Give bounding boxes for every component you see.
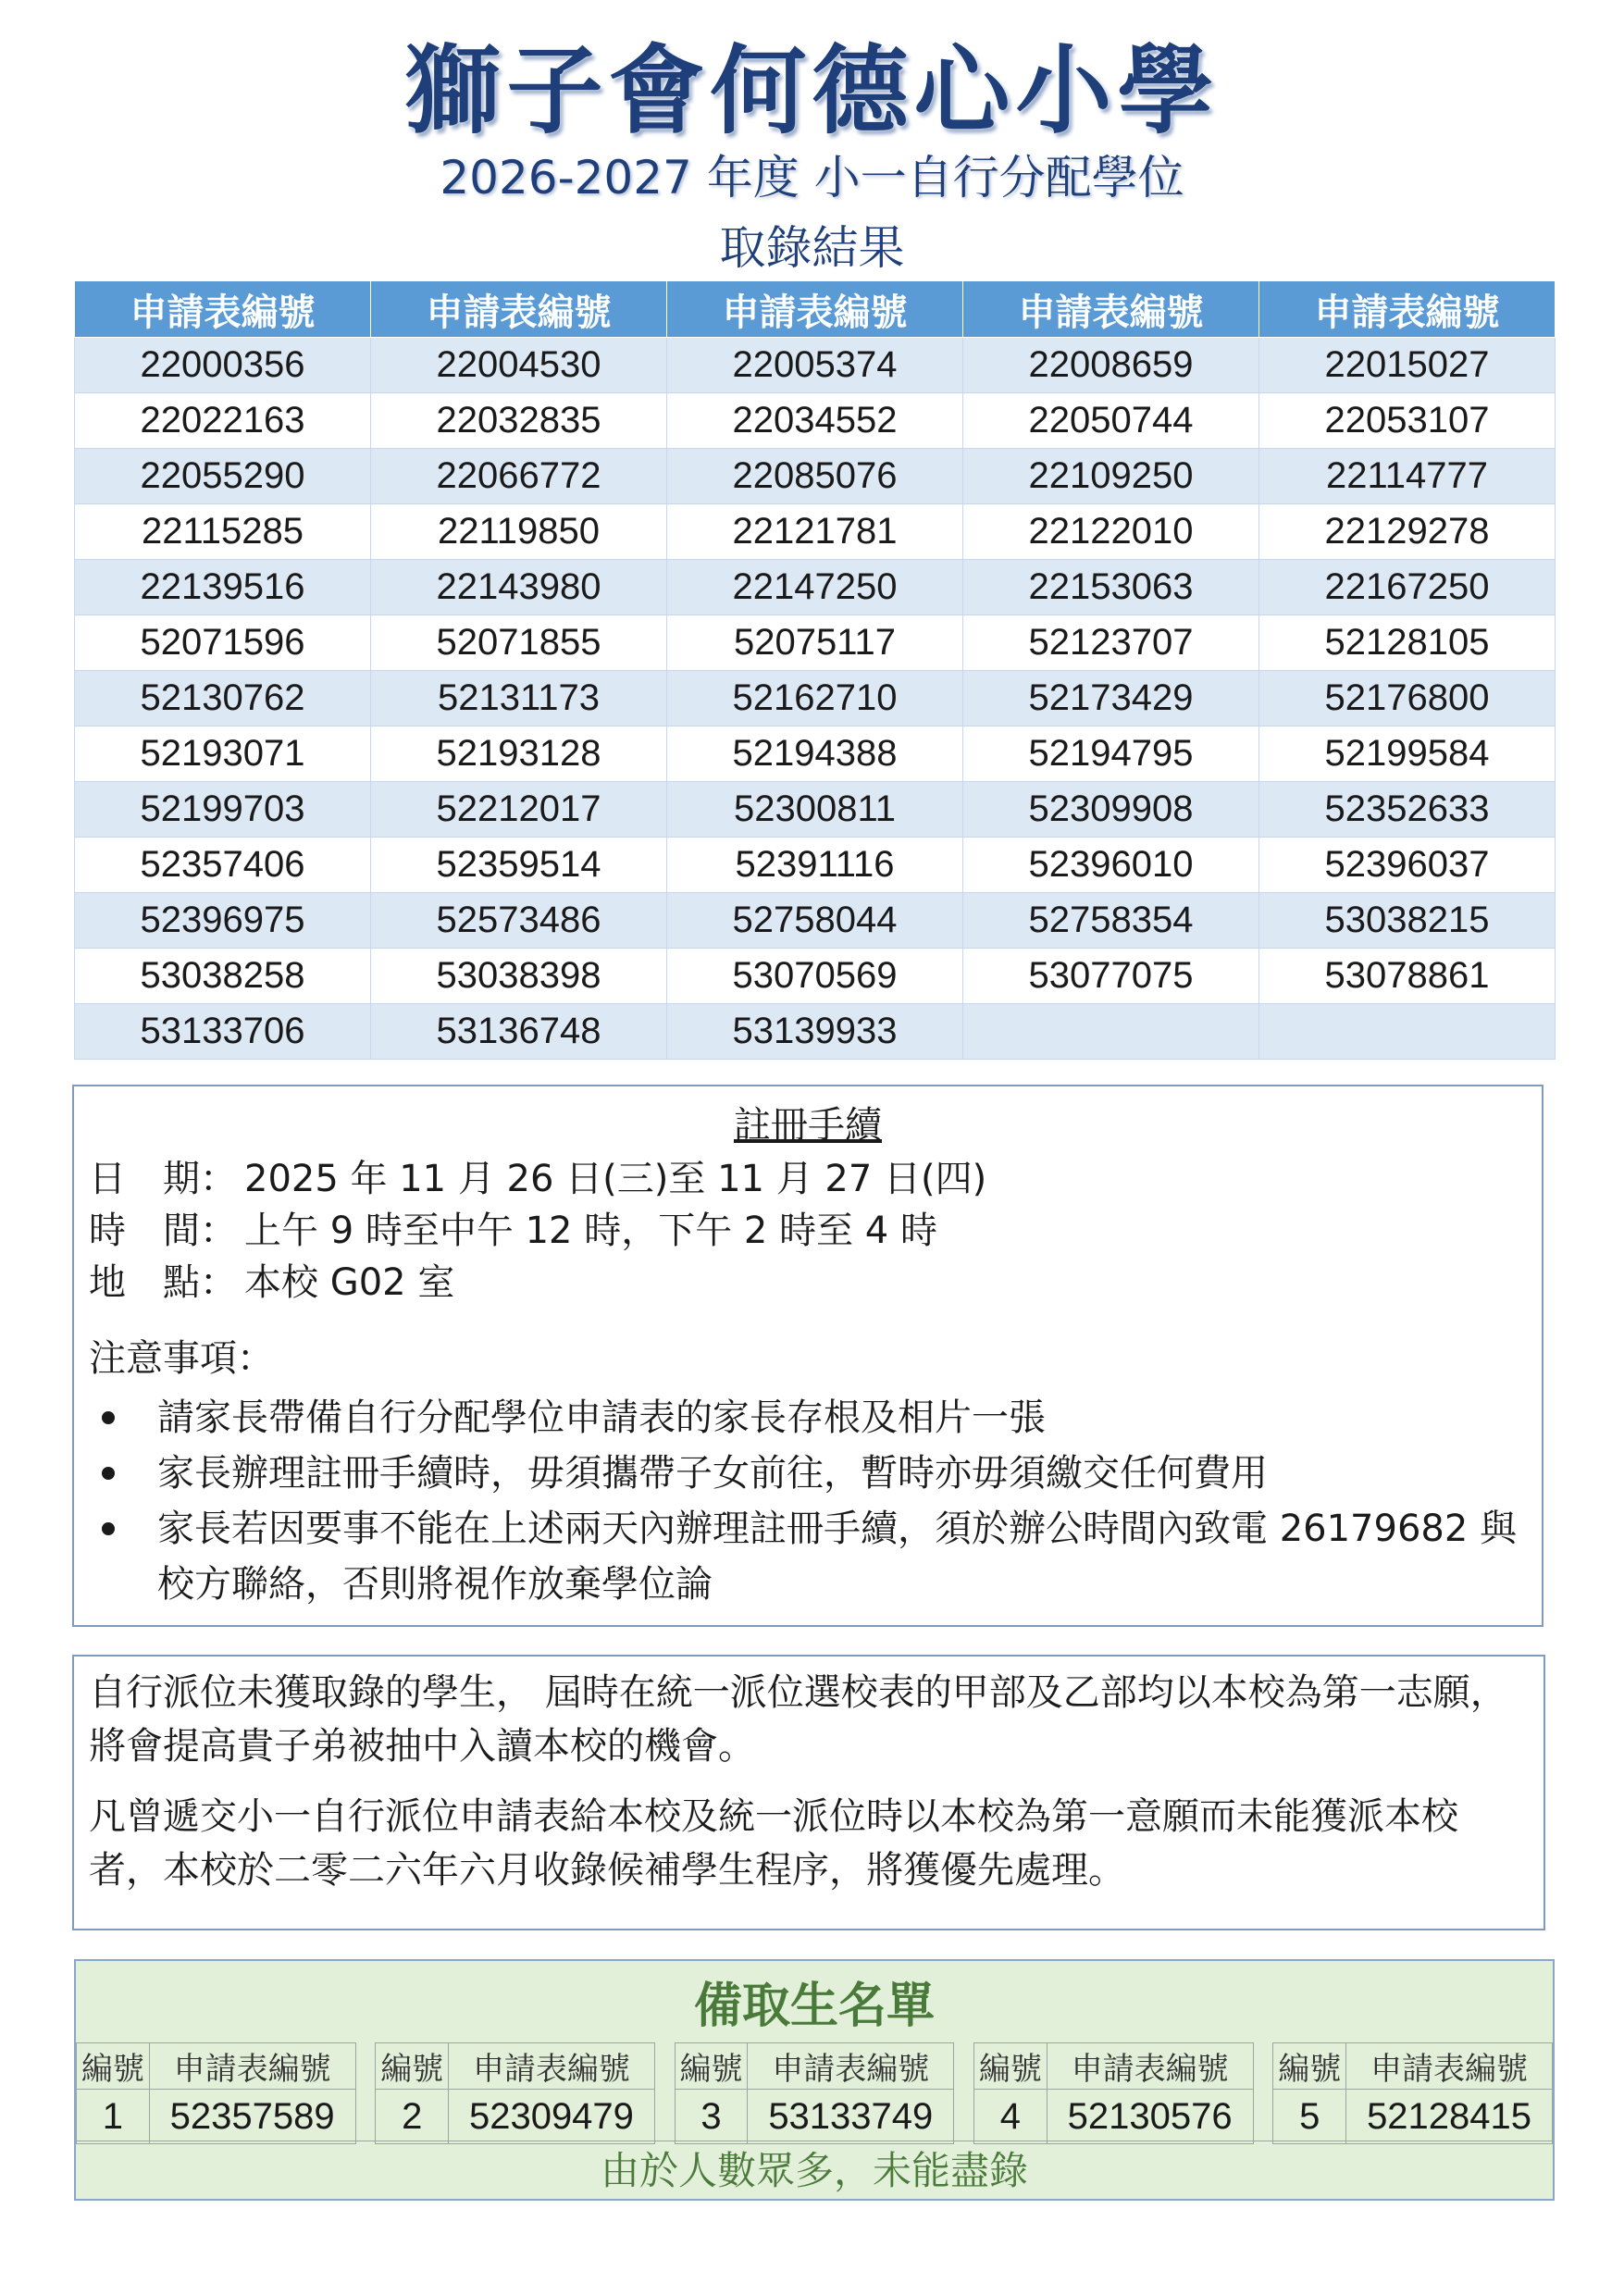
- table-cell: 22085076: [667, 449, 963, 504]
- place-label: 地 點：: [89, 1261, 237, 1304]
- page-subtitle: 2026-2027 年度 小一自行分配學位: [440, 151, 1184, 205]
- info-box: [72, 1655, 1545, 1930]
- table-cell: 52359514: [371, 838, 667, 893]
- waiting-value-row: [77, 2090, 1553, 2144]
- column-header: 申請表編號: [371, 281, 667, 338]
- form-header: 申請表編號: [1346, 2043, 1553, 2090]
- waiting-form-number: 52130576: [1047, 2090, 1253, 2144]
- waiting-form-number: 52128415: [1346, 2090, 1553, 2144]
- bullet-icon: [102, 1467, 115, 1480]
- table-cell: 53077075: [963, 949, 1259, 1004]
- table-cell: 22053107: [1259, 393, 1556, 449]
- waiting-list-table: [76, 2042, 1553, 2144]
- table-cell: 22015027: [1259, 338, 1556, 393]
- column-header: 申請表編號: [667, 281, 963, 338]
- result-title: 取錄結果: [719, 221, 905, 275]
- table-cell: 22167250: [1259, 560, 1556, 615]
- waiting-no: 1: [77, 2090, 150, 2144]
- table-cell: 52352633: [1259, 782, 1556, 838]
- date-label: 日 期：: [89, 1158, 237, 1200]
- table-cell: 52176800: [1259, 671, 1556, 726]
- table-cell: 22050744: [963, 393, 1259, 449]
- waiting-header-row: [77, 2043, 1553, 2090]
- table-cell: 22055290: [75, 449, 371, 504]
- table-cell: 52300811: [667, 782, 963, 838]
- table-cell: 52212017: [371, 782, 667, 838]
- table-cell: 22114777: [1259, 449, 1556, 504]
- spacer: [355, 2043, 376, 2090]
- table-row: [75, 393, 1556, 449]
- table-cell: 53038258: [75, 949, 371, 1004]
- table-cell: 22143980: [371, 560, 667, 615]
- waiting-list-title: 備取生名單: [693, 1979, 935, 2034]
- waiting-no: 3: [675, 2090, 748, 2144]
- waiting-no: 4: [974, 2090, 1048, 2144]
- table-cell: 52758354: [963, 893, 1259, 949]
- table-cell: 22066772: [371, 449, 667, 504]
- registration-time: [89, 1201, 937, 1254]
- table-row: [75, 726, 1556, 782]
- spacer: [654, 2090, 675, 2144]
- bullet-icon: [102, 1522, 115, 1535]
- table-cell: 52173429: [963, 671, 1259, 726]
- table-cell: 52396010: [963, 838, 1259, 893]
- spacer: [954, 2043, 974, 2090]
- time-label: 時 間：: [89, 1210, 237, 1252]
- spacer: [355, 2090, 376, 2144]
- spacer: [1253, 2090, 1273, 2144]
- table-cell: 22147250: [667, 560, 963, 615]
- table-cell: 52075117: [667, 615, 963, 671]
- table-cell: 53038398: [371, 949, 667, 1004]
- spacer: [954, 2090, 974, 2144]
- list-item: 家長辦理註冊手續時，毋須攜帶子女前往，暫時亦毋須繳交任何費用: [74, 1446, 1542, 1501]
- time-value: 上午 9 時至中午 12 時，下午 2 時至 4 時: [244, 1210, 937, 1252]
- table-cell: 22121781: [667, 504, 963, 560]
- table-cell: 52194795: [963, 726, 1259, 782]
- table-cell: 22115285: [75, 504, 371, 560]
- registration-place: [89, 1253, 454, 1306]
- table-cell: 52193071: [75, 726, 371, 782]
- waiting-form-number: 52357589: [149, 2090, 355, 2144]
- table-cell: 52128105: [1259, 615, 1556, 671]
- waiting-list-box: [74, 1959, 1555, 2201]
- table-cell: 22153063: [963, 560, 1259, 615]
- form-header: 申請表編號: [449, 2043, 655, 2090]
- table-cell: 52130762: [75, 671, 371, 726]
- form-header: 申請表編號: [149, 2043, 355, 2090]
- table-row: [75, 893, 1556, 949]
- school-title: 獅子會何德心小學: [404, 34, 1220, 147]
- table-cell: 53078861: [1259, 949, 1556, 1004]
- table-cell: 52162710: [667, 671, 963, 726]
- spacer: [654, 2043, 675, 2090]
- table-row: [75, 560, 1556, 615]
- place-value: 本校 G02 室: [244, 1261, 455, 1304]
- table-row: [75, 1004, 1556, 1060]
- no-header: 編號: [1273, 2043, 1346, 2090]
- registration-heading: 註冊手續: [734, 1104, 882, 1147]
- table-cell: 52309908: [963, 782, 1259, 838]
- notes-heading: 注意事項：: [89, 1337, 274, 1380]
- table-cell: 52194388: [667, 726, 963, 782]
- table-row: [75, 449, 1556, 504]
- no-header: 編號: [376, 2043, 449, 2090]
- table-cell: [1259, 1004, 1556, 1060]
- table-row: [75, 338, 1556, 393]
- table-cell: 22022163: [75, 393, 371, 449]
- table-cell: 22004530: [371, 338, 667, 393]
- table-cell: 22032835: [371, 393, 667, 449]
- admission-table: [74, 280, 1556, 1060]
- table-cell: 22122010: [963, 504, 1259, 560]
- table-cell: 52071596: [75, 615, 371, 671]
- table-row: [75, 615, 1556, 671]
- table-cell: 52123707: [963, 615, 1259, 671]
- table-cell: 22109250: [963, 449, 1259, 504]
- table-cell: 52758044: [667, 893, 963, 949]
- list-item: 家長若因要事不能在上述兩天內辦理註冊手續，須於辦公時間內致電 26179682 與校方聯絡，否則將視作放棄學位論: [74, 1501, 1542, 1612]
- table-cell: 22000356: [75, 338, 371, 393]
- registration-date: [89, 1149, 986, 1202]
- table-cell: 53070569: [667, 949, 963, 1004]
- table-row: [75, 949, 1556, 1004]
- table-cell: 52193128: [371, 726, 667, 782]
- column-header: 申請表編號: [75, 281, 371, 338]
- table-cell: 22139516: [75, 560, 371, 615]
- table-cell: 22034552: [667, 393, 963, 449]
- table-cell: 52199703: [75, 782, 371, 838]
- table-cell: 52396975: [75, 893, 371, 949]
- no-header: 編號: [77, 2043, 150, 2090]
- table-cell: [963, 1004, 1259, 1060]
- table-cell: 53139933: [667, 1004, 963, 1060]
- no-header: 編號: [675, 2043, 748, 2090]
- waiting-form-number: 53133749: [748, 2090, 954, 2144]
- info-paragraph-1: 自行派位未獲取錄的學生， 屆時在統一派位選校表的甲部及乙部均以本校為第一志願，將會提高貴子弟被抽中入讀本校的機會。: [89, 1671, 1507, 1768]
- registration-box: [72, 1085, 1543, 1627]
- table-row: [75, 671, 1556, 726]
- form-header: 申請表編號: [748, 2043, 954, 2090]
- notes-list: [74, 1390, 1542, 1612]
- admission-header-row: [75, 281, 1556, 338]
- table-cell: 52131173: [371, 671, 667, 726]
- table-cell: 53136748: [371, 1004, 667, 1060]
- table-row: [75, 782, 1556, 838]
- form-header: 申請表編號: [1047, 2043, 1253, 2090]
- column-header: 申請表編號: [1259, 281, 1556, 338]
- table-cell: 52391116: [667, 838, 963, 893]
- table-row: [75, 504, 1556, 560]
- table-cell: 52573486: [371, 893, 667, 949]
- list-item: 請家長帶備自行分配學位申請表的家長存根及相片一張: [74, 1390, 1542, 1446]
- table-cell: 53133706: [75, 1004, 371, 1060]
- table-cell: 52071855: [371, 615, 667, 671]
- table-row: [75, 838, 1556, 893]
- no-header: 編號: [974, 2043, 1048, 2090]
- date-value: 2025 年 11 月 26 日(三)至 11 月 27 日(四): [244, 1158, 987, 1200]
- table-cell: 22119850: [371, 504, 667, 560]
- spacer: [1253, 2043, 1273, 2090]
- table-cell: 53038215: [1259, 893, 1556, 949]
- table-cell: 22008659: [963, 338, 1259, 393]
- table-cell: 22005374: [667, 338, 963, 393]
- column-header: 申請表編號: [963, 281, 1259, 338]
- table-cell: 52357406: [75, 838, 371, 893]
- info-paragraph-2: 凡曾遞交小一自行派位申請表給本校及統一派位時以本校為第一意願而未能獲派本校者，本校於二零二六年六月收錄候補學生程序，將獲優先處理。: [89, 1795, 1458, 1892]
- waiting-list-footer: 由於人數眾多，未能盡錄: [76, 2141, 1553, 2200]
- bullet-icon: [102, 1411, 115, 1424]
- waiting-no: 2: [376, 2090, 449, 2144]
- table-cell: 52396037: [1259, 838, 1556, 893]
- waiting-form-number: 52309479: [449, 2090, 655, 2144]
- table-cell: 52199584: [1259, 726, 1556, 782]
- table-cell: 22129278: [1259, 504, 1556, 560]
- waiting-no: 5: [1273, 2090, 1346, 2144]
